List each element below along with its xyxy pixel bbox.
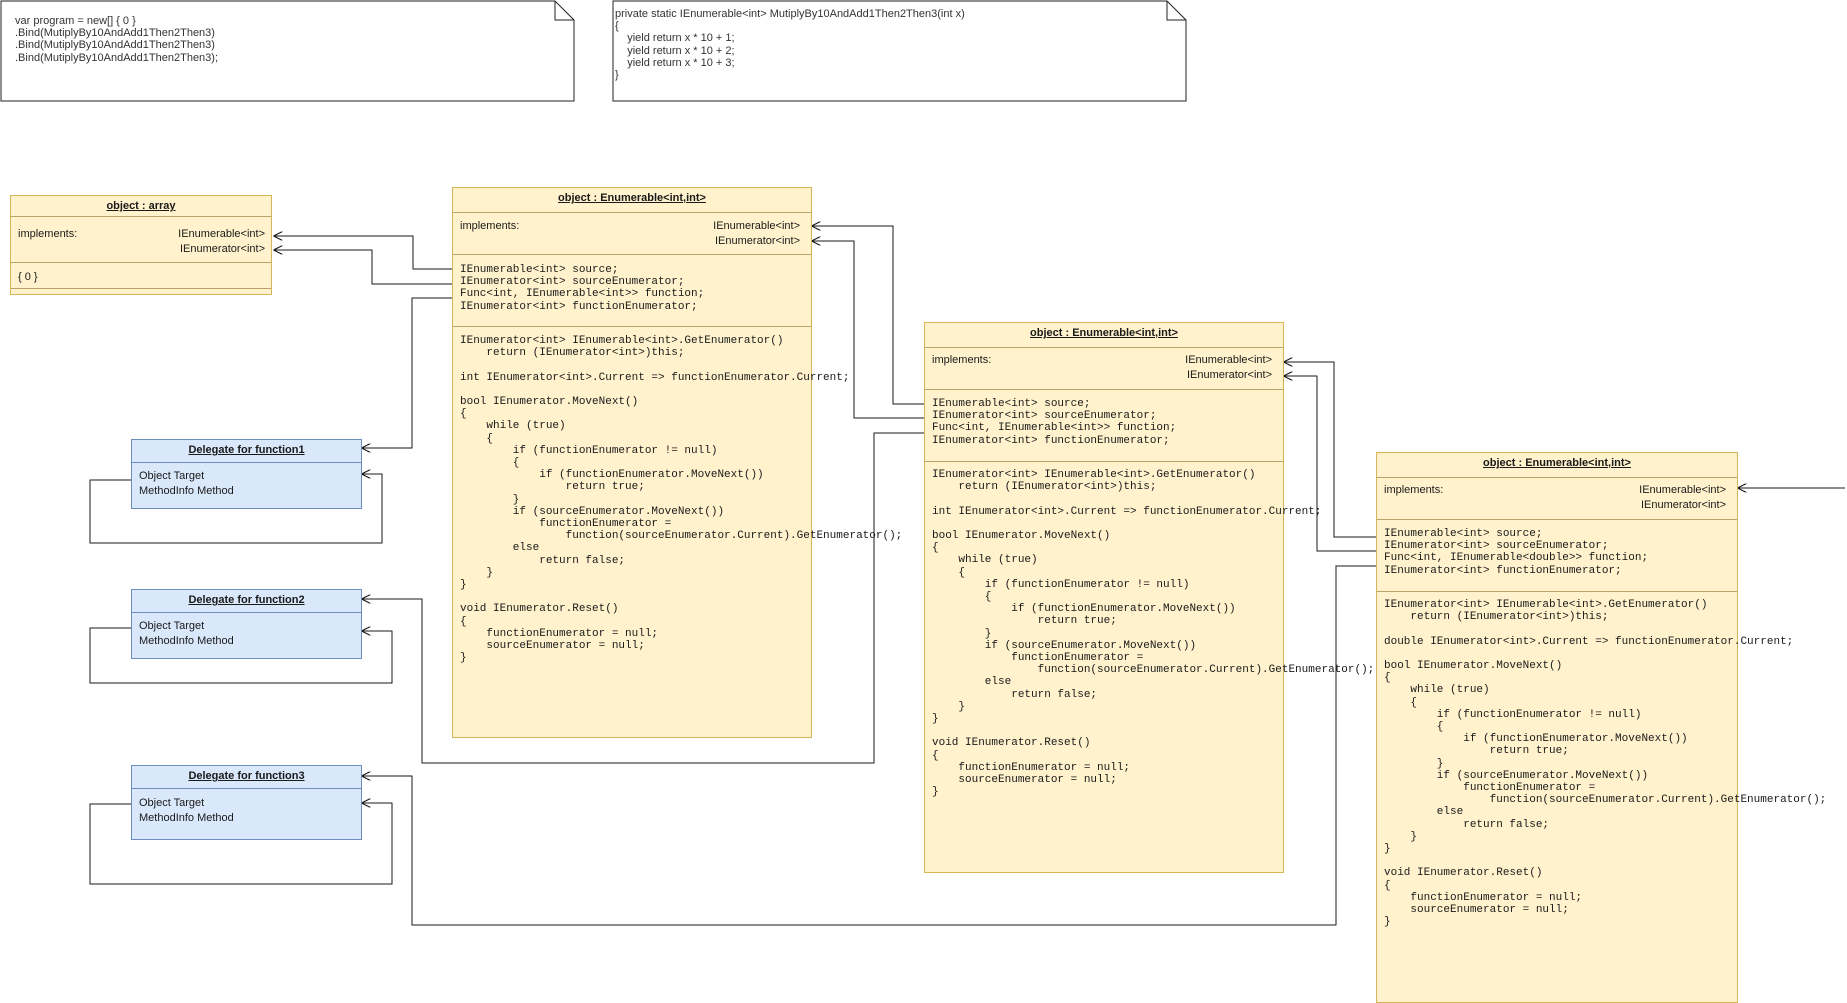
method-line: functionEnumerator = <box>932 652 1144 665</box>
method-line: { <box>460 615 467 628</box>
method-line: return true; <box>460 481 645 494</box>
array-interface-ienumerator: IEnumerator<int> <box>180 243 265 255</box>
method-line: IEnumerator<int> IEnumerable<int>.GetEnumerator() <box>932 469 1256 481</box>
field-line: IEnumerator<int> sourceEnumerator; <box>460 276 685 289</box>
delegate-field-method: MethodInfo Method <box>139 812 234 824</box>
field-line: Func<int, IEnumerable<int>> function; <box>460 288 705 301</box>
enumerable-interface-ienumerable: IEnumerable<int> <box>1185 354 1272 366</box>
method-line: { <box>1384 696 1418 709</box>
method-line: } <box>932 713 939 726</box>
method-line: } <box>1384 916 1391 929</box>
method-line: } <box>460 652 467 665</box>
method-line: } <box>932 627 992 640</box>
method-line: functionEnumerator = <box>460 518 672 531</box>
delegate-field-method: MethodInfo Method <box>139 485 234 497</box>
method-line: IEnumerator<int> IEnumerable<int>.GetEnumerator() <box>1384 599 1708 611</box>
method-line: } <box>932 786 939 799</box>
array-interface-ienumerable: IEnumerable<int> <box>178 228 265 240</box>
connector-e1-sourceenumerator-to-array <box>274 250 452 284</box>
enumerable-title: object : Enumerable<int,int> <box>1483 457 1631 469</box>
note-line: } <box>615 69 619 82</box>
method-line: bool IEnumerator.MoveNext() <box>932 530 1111 543</box>
method-line: functionEnumerator = null; <box>460 627 659 640</box>
array-divider <box>11 262 271 263</box>
method-line: void IEnumerator.Reset() <box>1384 867 1543 880</box>
method-line: { <box>1384 879 1391 892</box>
enumerable-interface-ienumerable: IEnumerable<int> <box>713 220 800 232</box>
method-line: int IEnumerator<int>.Current => functionEnumerator.Current; <box>932 505 1322 518</box>
enumerable-implements-label: implements: <box>1384 484 1444 496</box>
delegate-field-target: Object Target <box>139 620 205 632</box>
enumerable-title: object : Enumerable<int,int> <box>558 192 706 204</box>
method-line: function(sourceEnumerator.Current).GetEnumerator(); <box>932 664 1375 677</box>
method-line: } <box>1384 757 1444 770</box>
enumerable-divider <box>1377 477 1737 478</box>
method-line: { <box>1384 721 1444 734</box>
field-line: IEnumerator<int> functionEnumerator; <box>932 434 1170 447</box>
method-line: if (sourceEnumerator.MoveNext()) <box>1384 769 1649 782</box>
enumerable-methods <box>460 335 902 664</box>
method-line: } <box>1384 843 1391 856</box>
method-line: while (true) <box>1384 684 1490 697</box>
method-line: if (sourceEnumerator.MoveNext()) <box>460 505 725 518</box>
method-line: sourceEnumerator = null; <box>460 640 645 653</box>
method-line: functionEnumerator = null; <box>1384 891 1583 904</box>
enumerable-object-1-box <box>452 187 903 738</box>
method-line: return false; <box>1384 818 1550 831</box>
method-line: else <box>460 542 540 555</box>
delegate-function3-box <box>131 765 362 840</box>
enumerable-methods <box>1384 599 1826 928</box>
method-line: { <box>1384 672 1391 685</box>
enumerable-fields <box>460 264 704 313</box>
method-line: function(sourceEnumerator.Current).GetEnumerator(); <box>460 530 903 543</box>
delegate-field-method: MethodInfo Method <box>139 635 234 647</box>
method-line: } <box>932 700 966 713</box>
method-line: if (functionEnumerator.MoveNext()) <box>932 603 1236 616</box>
enumerable-divider <box>453 212 811 213</box>
method-line: } <box>460 566 494 579</box>
note-line: { <box>615 20 619 33</box>
method-line: function(sourceEnumerator.Current).GetEnumerator(); <box>1384 794 1827 807</box>
enumerable-title: object : Enumerable<int,int> <box>1030 327 1178 339</box>
array-divider <box>11 288 271 289</box>
delegate-field-target: Object Target <box>139 797 205 809</box>
method-line: functionEnumerator = null; <box>932 761 1131 774</box>
enumerable-methods <box>932 469 1374 798</box>
enumerable-implements-label: implements: <box>460 220 520 232</box>
method-line: return true; <box>1384 745 1569 758</box>
method-line: return (IEnumerator<int>)this; <box>460 347 685 360</box>
method-line: if (functionEnumerator != null) <box>1384 708 1642 721</box>
delegate-function1-box <box>131 439 362 509</box>
note-line: yield return x * 10 + 3; <box>615 56 735 69</box>
method-line: IEnumerator<int> IEnumerable<int>.GetEnumerator() <box>460 335 784 347</box>
method-line: void IEnumerator.Reset() <box>460 603 619 616</box>
method-line: } <box>460 493 520 506</box>
method-line: while (true) <box>460 420 566 433</box>
method-line: int IEnumerator<int>.Current => functionEnumerator.Current; <box>460 371 850 384</box>
array-implements-label: implements: <box>18 228 78 240</box>
note-line: yield return x * 10 + 2; <box>615 44 735 57</box>
method-line: { <box>460 457 520 470</box>
method-line: if (functionEnumerator.MoveNext()) <box>460 469 764 482</box>
array-object-title: object : array <box>106 200 176 212</box>
method-line: bool IEnumerator.MoveNext() <box>1384 660 1563 673</box>
delegate-divider <box>132 612 361 613</box>
method-line: return (IEnumerator<int>)this; <box>932 481 1157 494</box>
array-value: { 0 } <box>18 271 38 283</box>
method-line: if (sourceEnumerator.MoveNext()) <box>932 639 1197 652</box>
note-line: private static IEnumerable<int> MutiplyBy10AndAdd1Then2Then3(int x) <box>615 8 965 20</box>
enumerable-interface-ienumerable: IEnumerable<int> <box>1639 484 1726 496</box>
enumerable-interface-ienumerator: IEnumerator<int> <box>1641 499 1726 511</box>
field-line: IEnumerator<int> functionEnumerator; <box>1384 564 1622 577</box>
note-line: yield return x * 10 + 1; <box>615 32 735 45</box>
array-object-box <box>10 195 272 295</box>
delegate-title: Delegate for function1 <box>188 444 305 456</box>
method-line: { <box>932 542 939 555</box>
delegate-title: Delegate for function3 <box>188 770 305 782</box>
method-line: return (IEnumerator<int>)this; <box>1384 611 1609 624</box>
method-line: sourceEnumerator = null; <box>932 774 1117 787</box>
enumerable-divider <box>1377 519 1737 520</box>
method-line: { <box>460 432 494 445</box>
method-line: { <box>932 591 992 604</box>
method-line: if (functionEnumerator.MoveNext()) <box>1384 733 1688 746</box>
array-divider <box>11 216 271 217</box>
method-line: bool IEnumerator.MoveNext() <box>460 396 639 409</box>
delegate-title: Delegate for function2 <box>188 594 305 606</box>
enumerable-interface-ienumerator: IEnumerator<int> <box>1187 369 1272 381</box>
enumerable-fields <box>932 398 1176 447</box>
enumerable-divider <box>453 254 811 255</box>
enumerable-divider <box>925 347 1283 348</box>
note-line: .Bind(MutiplyBy10AndAdd1Then2Then3); <box>15 51 219 64</box>
enumerable-divider <box>1377 591 1737 592</box>
method-line: double IEnumerator<int>.Current => functionEnumerator.Current; <box>1384 635 1794 648</box>
delegate-field-target: Object Target <box>139 470 205 482</box>
field-line: IEnumerable<int> source; <box>460 264 619 276</box>
delegate-function2-box <box>131 589 362 659</box>
delegate-divider <box>132 788 361 789</box>
field-line: IEnumerable<int> source; <box>1384 528 1543 540</box>
field-line: IEnumerator<int> functionEnumerator; <box>460 300 698 313</box>
note-line: .Bind(MutiplyBy10AndAdd1Then2Then3) <box>15 27 215 40</box>
enumerable-divider <box>925 461 1283 462</box>
method-line: while (true) <box>932 554 1038 567</box>
enumerable-fields <box>1384 528 1648 577</box>
note-line: .Bind(MutiplyBy10AndAdd1Then2Then3) <box>15 39 215 52</box>
enumerable-divider <box>453 326 811 327</box>
note-program-text <box>15 15 218 64</box>
field-line: IEnumerator<int> sourceEnumerator; <box>1384 540 1609 553</box>
method-line: } <box>460 579 467 592</box>
enumerable-object-2-box <box>924 322 1375 873</box>
method-line: return false; <box>460 554 626 567</box>
enumerable-implements-label: implements: <box>932 354 992 366</box>
enumerable-interface-ienumerator: IEnumerator<int> <box>715 235 800 247</box>
method-line: return false; <box>932 688 1098 701</box>
enumerable-divider <box>925 389 1283 390</box>
field-line: IEnumerator<int> sourceEnumerator; <box>932 410 1157 423</box>
method-line: if (functionEnumerator != null) <box>932 578 1190 591</box>
note-line: var program = new[] { 0 } <box>15 15 136 27</box>
method-line: return true; <box>932 615 1117 628</box>
delegate-divider <box>132 462 361 463</box>
method-line: void IEnumerator.Reset() <box>932 737 1091 750</box>
method-line: if (functionEnumerator != null) <box>460 444 718 457</box>
method-line: { <box>932 749 939 762</box>
method-line: } <box>1384 830 1418 843</box>
connector-e1-source-to-array <box>274 236 452 269</box>
method-line: { <box>460 408 467 421</box>
note-function-text <box>615 8 965 81</box>
method-line: sourceEnumerator = null; <box>1384 904 1569 917</box>
field-line: IEnumerable<int> source; <box>932 398 1091 410</box>
field-line: Func<int, IEnumerable<double>> function; <box>1384 552 1649 565</box>
enumerable-object-3-box <box>1376 452 1827 1003</box>
method-line: functionEnumerator = <box>1384 782 1596 795</box>
field-line: Func<int, IEnumerable<int>> function; <box>932 422 1177 435</box>
method-line: { <box>932 566 966 579</box>
method-line: else <box>1384 806 1464 819</box>
method-line: else <box>932 676 1012 689</box>
connector-e1-function-to-delegate1 <box>362 298 452 448</box>
